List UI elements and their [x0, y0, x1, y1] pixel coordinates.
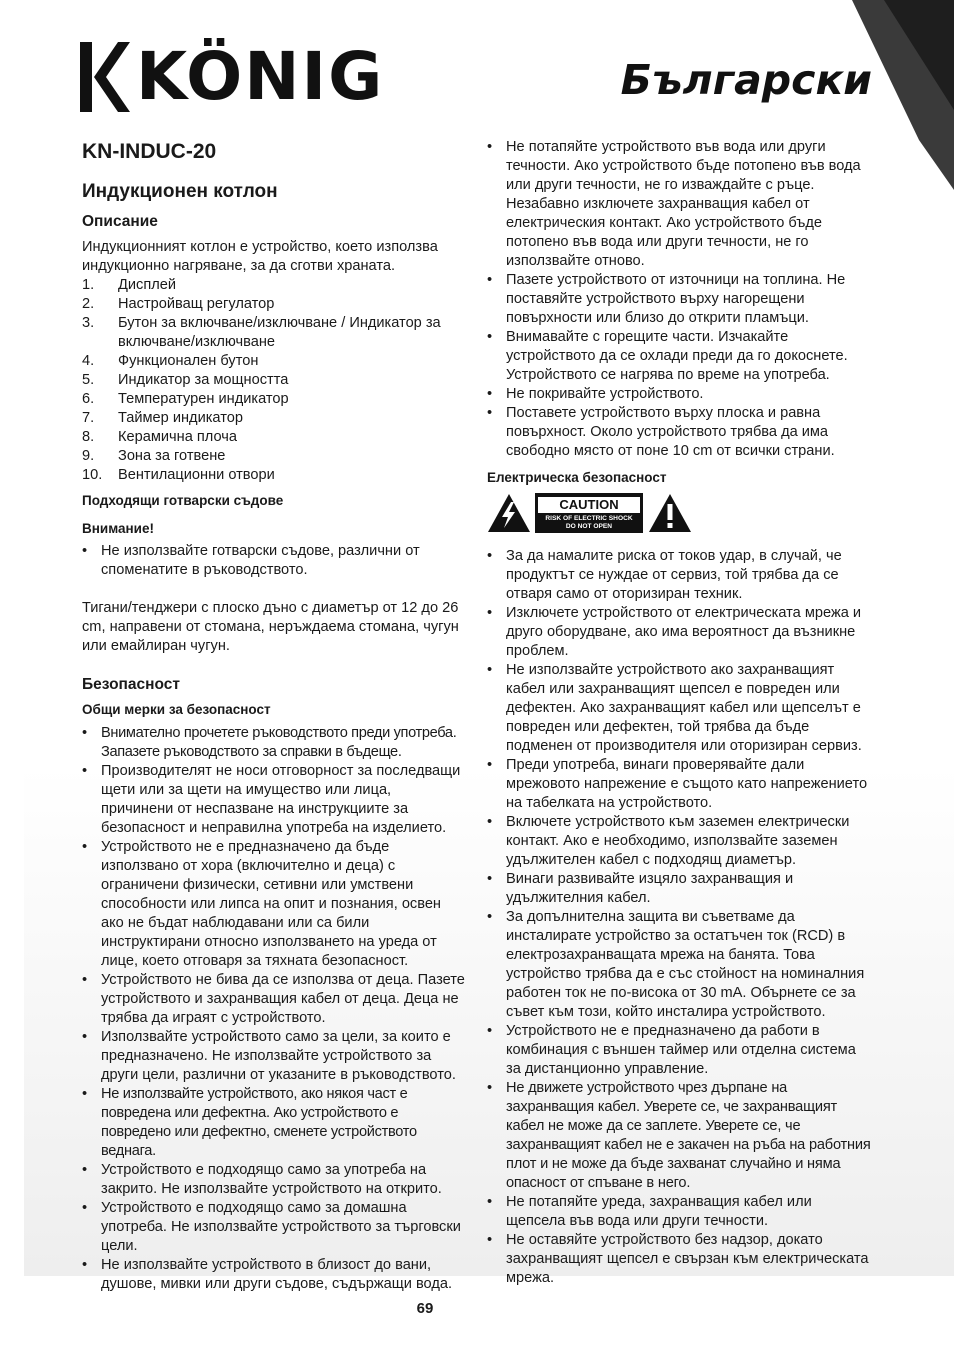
brand-name: KÖNIG — [136, 38, 385, 115]
right-column — [487, 138, 872, 1288]
electrical-safety-heading: Електрическа безопасност — [487, 470, 667, 485]
list-item: • Не потапяйте устройството във вода или други течности. Ако устройството бъде потопено във вода или други течности, не го изваждайте с ръце. Незабавно изключете захранващия кабел от електрическия контакт. Ако устройството бъде потопено във вода или други течности, не го използвайте отново. — [487, 138, 872, 271]
list-item: • Изключете устройството от електрическата мрежа и друго оборудване, ако има вероятност да възникне проблем. — [487, 604, 872, 661]
konig-k-mark-icon — [80, 42, 130, 112]
cookware-text: Тигани/тенджери с плоско дъно с диаметър от 12 до 26 cm, направени от стомана, неръждаема стомана, чугун или емайлиран чугун. — [82, 600, 459, 654]
list-item: • Устройството не е предназначено да бъде използвано от хора (включително и деца) с ограничени физически, сетивни или умствени способности или липса на опит и познания, освен ако не бъдат наблюдавани или са били инструктирани относно използването на уреда от лице, което отговаря за тяхната безопасност. — [82, 838, 467, 971]
list-item: 6. Температурен индикатор — [82, 391, 289, 407]
list-item: • Не използвайте устройството в близост до вани, душове, мивки или други съдове, съдържащи вода. — [82, 1256, 467, 1294]
list-item: • Внимателно прочетете ръководството преди употреба. Запазете ръководството за справки в бъдеще. — [82, 724, 467, 762]
list-item: • Използвайте устройството само за цели, за които е предназначено. Не използвайте устройството за други цели, различни от указаните в ръководството. — [82, 1028, 467, 1085]
language-title: Български — [620, 56, 872, 104]
caution-warning-label — [487, 493, 872, 533]
list-item: • Включете устройството към заземен електрически контакт. Ако е необходимо, използвайте заземен удължителен кабел с подходящ диаметър. — [487, 813, 872, 870]
list-item: • Производителят не носи отговорност за последващи щети или за щети на имущество или лица, причинени от неспазване на инструкциите за безопасност и неправилна употреба на изделието. — [82, 762, 467, 838]
page-number: 69 — [416, 1300, 434, 1317]
list-item: 10. Вентилационни отвори — [82, 467, 275, 483]
description-heading: Описание — [82, 213, 158, 230]
parts-list — [82, 276, 467, 485]
list-item: 9. Зона за готвене — [82, 448, 226, 464]
list-item: • Внимавайте с горещите части. Изчакайте устройството да се охлади преди да го докоснете. Устройството се нагрява по време на употреба. — [487, 328, 872, 385]
list-item: • Не потапяйте уреда, захранващия кабел или щепсела във вода или други течности. — [487, 1193, 872, 1231]
list-item: • Не използвайте устройството, ако някоя част е повредена или дефектна. Ако устройството е повредено или дефектно, сменете устройството веднага. — [82, 1085, 467, 1161]
list-item: 7. Таймер индикатор — [82, 410, 243, 426]
description-intro: Индукционният котлон е устройство, което използва индукционно нагряване, за да сготви храната. — [82, 239, 438, 274]
electrical-safety-list — [487, 547, 872, 1288]
list-item: • Не оставяйте устройството без надзор, докато захранващият щепсел е свързан към електрическата мрежа. — [487, 1231, 872, 1288]
list-item: • Винаги развивайте изцяло захранващия и удължителния кабел. — [487, 870, 872, 908]
general-safety-list — [82, 724, 467, 1294]
list-item: 4. Функционален бутон — [82, 353, 259, 369]
list-item: • Не покривайте устройството. — [487, 385, 872, 404]
exclamation-warning-icon — [648, 493, 692, 533]
list-item: • Не използвайте устройството ако захранващият кабел или захранващият щепсел е повреден или дефектен. Ако захранващият кабел или щепселът е повреден или дефектен, той трябва да бъде подменен от производителя или оторизиран сервиз. — [487, 661, 872, 756]
electric-shock-warning-icon — [487, 493, 531, 533]
cookware-warning-list — [82, 542, 467, 580]
list-item: • Не използвайте готварски съдове, различни от споменатите в ръководството. — [82, 542, 467, 580]
list-item: • За да намалите риска от токов удар, в случай, че продуктът се нуждае от сервиз, той трябва да се отваря само от оторизиран техник. — [487, 547, 872, 604]
list-item: • Пазете устройството от източници на топлина. Не поставяйте устройството върху нагорещени повърхности или близо до открити пламъци. — [487, 271, 872, 328]
list-item: 1. Дисплей — [82, 277, 177, 293]
general-safety-heading: Общи мерки за безопасност — [82, 702, 271, 717]
list-item: 5. Индикатор за мощността — [82, 372, 289, 388]
list-item: • Устройството е подходящо само за домашна употреба. Не използвайте устройството за търговски цели. — [82, 1199, 467, 1256]
caution-box — [535, 493, 643, 533]
list-item: 2. Настройващ регулатор — [82, 296, 275, 312]
list-item: • Устройството е подходящо само за употреба на закрито. Не използвайте устройството на открито. — [82, 1161, 467, 1199]
product-heading: Индукционен котлон — [82, 181, 278, 202]
attention-label: Внимание! — [82, 521, 154, 536]
caution-line-1: RISK OF ELECTRIC SHOCK — [545, 514, 633, 522]
list-item: • За допълнителна защита ви съветваме да инсталирате устройство за остатъчен ток (RCD) в електрозахранващата мрежа на банята. Това устройство трябва да е със стойност на номиналния работен ток не по-висока от 30 mA. Обърнете се за съвет към този, който инсталира устройството. — [487, 908, 872, 1022]
list-item: 3. Бутон за включване/изключване / Индикатор за включване/изключване — [82, 315, 441, 350]
brand-logo — [80, 38, 385, 115]
caution-line-2: DO NOT OPEN — [565, 522, 613, 530]
caution-word: CAUTION — [538, 497, 640, 513]
list-item: • Преди употреба, винаги проверявайте дали мрежовото напрежение е същото като напрежението на табелката на устройството. — [487, 756, 872, 813]
list-item: 8. Керамична плоча — [82, 429, 237, 445]
list-item: • Поставете устройството върху плоска и равна повърхност. Около устройството трябва да има свободно място от поне 10 cm от всички страни. — [487, 404, 872, 461]
list-item: • Устройството не е предназначено да работи в комбинация с външен таймер или отделна система за дистанционно управление. — [487, 1022, 872, 1079]
list-item: • Не движете устройството чрез дърпане на захранващия кабел. Уверете се, че захранващият кабел не може да се заплете. Уверете се, че захранващият кабел не е закачен на ръба на работния плот и не може да бъде захванат случайно и няма опасност от спъване в него. — [487, 1079, 872, 1193]
cookware-heading: Подходящи готварски съдове — [82, 493, 284, 508]
safety-list-continued — [487, 138, 872, 461]
safety-heading: Безопасност — [82, 676, 180, 693]
left-column — [82, 136, 467, 1294]
list-item: • Устройството не бива да се използва от деца. Пазете устройството и захранващия кабел от деца. Деца не трябва да играят с устройството. — [82, 971, 467, 1028]
model-heading: KN-INDUC-20 — [82, 140, 217, 163]
